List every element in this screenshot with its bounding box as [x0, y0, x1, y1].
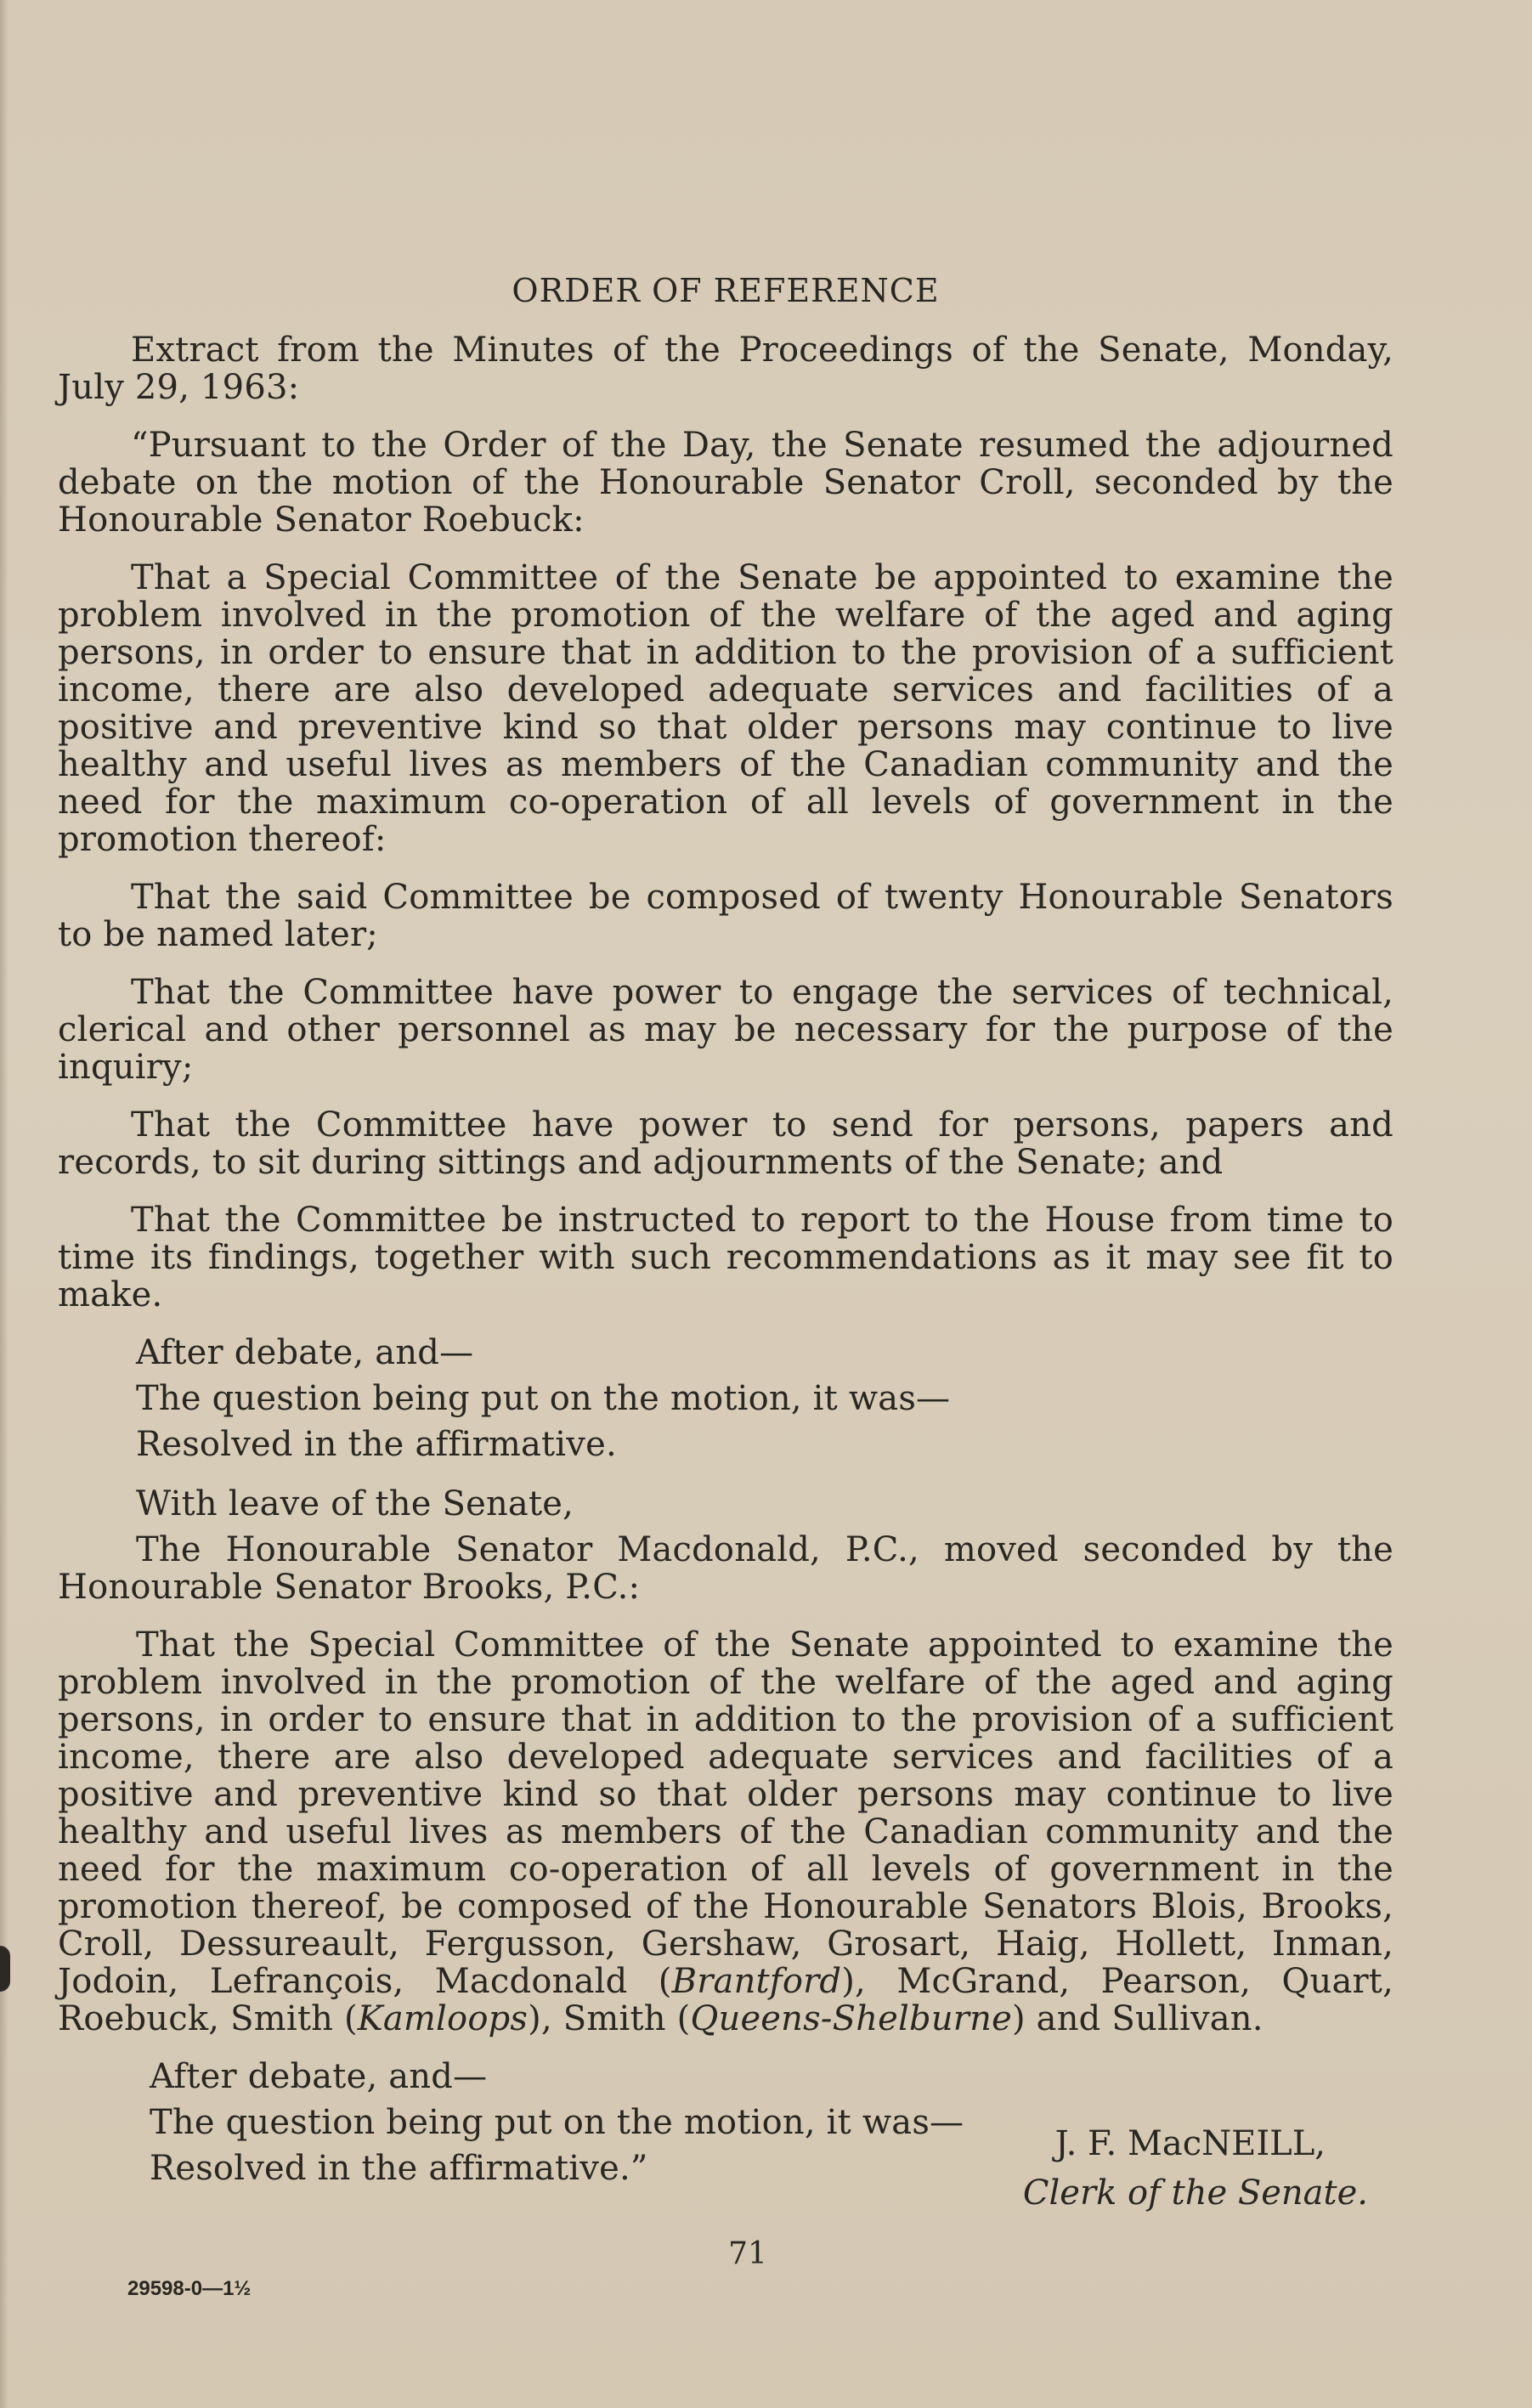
document-title: ORDER OF REFERENCE: [512, 272, 940, 309]
document-body: [58, 272, 1393, 2196]
page-number: 71: [728, 2236, 767, 2271]
final-para-brantford: Brantford: [671, 1962, 842, 2001]
paragraph-personnel: That the Committee have power to engage the services of technical, clerical and other personnel as may be necessary for the purpose of the inquiry;: [58, 973, 1393, 1087]
paragraph-power-to-send: That the Committee have power to send for persons, papers and records, to sit during sittings and adjournments of the Senate; and: [58, 1105, 1393, 1182]
paragraph-extract: Extract from the Minutes of the Proceedings of the Senate, Monday, July 29, 1963:: [58, 331, 1393, 407]
line-resolved-1: Resolved in the affirmative.: [136, 1425, 617, 1464]
paragraph-report: That the Committee be instructed to report to the House from time to time its findings, together with such recommendations as it may see fit to make.: [58, 1201, 1393, 1314]
final-para-end: ) and Sullivan.: [1011, 1999, 1263, 2038]
line-with-leave: With leave of the Senate,: [136, 1484, 574, 1523]
signatory-role: Clerk of the Senate.: [1022, 2173, 1368, 2213]
line-resolved-2: Resolved in the affirmative.”: [150, 2149, 648, 2188]
line-question-put-2: The question being put on the motion, it was—: [150, 2103, 964, 2142]
line-question-put-1: The question being put on the motion, it was—: [136, 1379, 951, 1418]
final-para-kamloops: Kamloops: [357, 1999, 529, 2038]
paragraph-composition: That the said Committee be composed of twenty Honourable Senators to be named later;: [58, 878, 1393, 954]
final-para-mid2: ), Smith (: [528, 1999, 691, 2038]
line-after-debate-2: After debate, and—: [150, 2057, 488, 2096]
line-after-debate-1: After debate, and—: [136, 1333, 474, 1372]
page-edge-shadow: [0, 0, 8, 2408]
paragraph-committee-appointed: That a Special Committee of the Senate be appointed to examine the problem involved in the promotion of the welfare of the aged and aging persons, in order to ensure that in addition to the provision of a sufficient income, there are also developed adequate services and facilities of a positive and preventive kind so that older persons may continue to live healthy and useful lives as members of the Canadian community and the need for the maximum co-operation of all levels of government in the promotion thereof:: [58, 558, 1393, 859]
signature-block: [943, 2119, 1368, 2218]
signatory-name: J. F. MacNEILL,: [1054, 2124, 1326, 2163]
final-para-queens: Queens-Shelburne: [690, 1999, 1012, 2038]
final-para-main: That the Special Committee of the Senate appointed to examine the problem involved in the promotion of the welfare of the aged and aging persons, in order to ensure that in addition to the provision of a sufficient income, there are also developed adequate services and facilities of a positive and preventive kind so that older persons may continue to live healthy and useful lives as members of the Canadian community and the need for the maximum co-operation of all levels of government in the promotion thereof, be composed of the Honourable Senators Blois, Brooks, Croll, Dessureault, Fergusson, Gershaw, Grosart, Haig, Hollett, Inman, Jodoin, Lefrançois, Macdonald (: [58, 1625, 1393, 2001]
final-para-mid1: ), McGrand, Pearson, Quart, Roebuck, Smith (: [58, 1962, 1394, 2038]
paragraph-motion: The Honourable Senator Macdonald, P.C., moved seconded by the Honourable Senator Brooks, P.C.:: [58, 1530, 1393, 1607]
print-code: 29598-0—1½: [127, 2277, 252, 2300]
paragraph-special-committee-composed: [58, 1626, 1393, 2038]
binding-hole-mark: [0, 1946, 10, 1992]
paragraph-pursuant: “Pursuant to the Order of the Day, the Senate resumed the adjourned debate on the motion of the Honourable Senator Croll, seconded by the Honourable Senator Roebuck:: [58, 426, 1393, 540]
